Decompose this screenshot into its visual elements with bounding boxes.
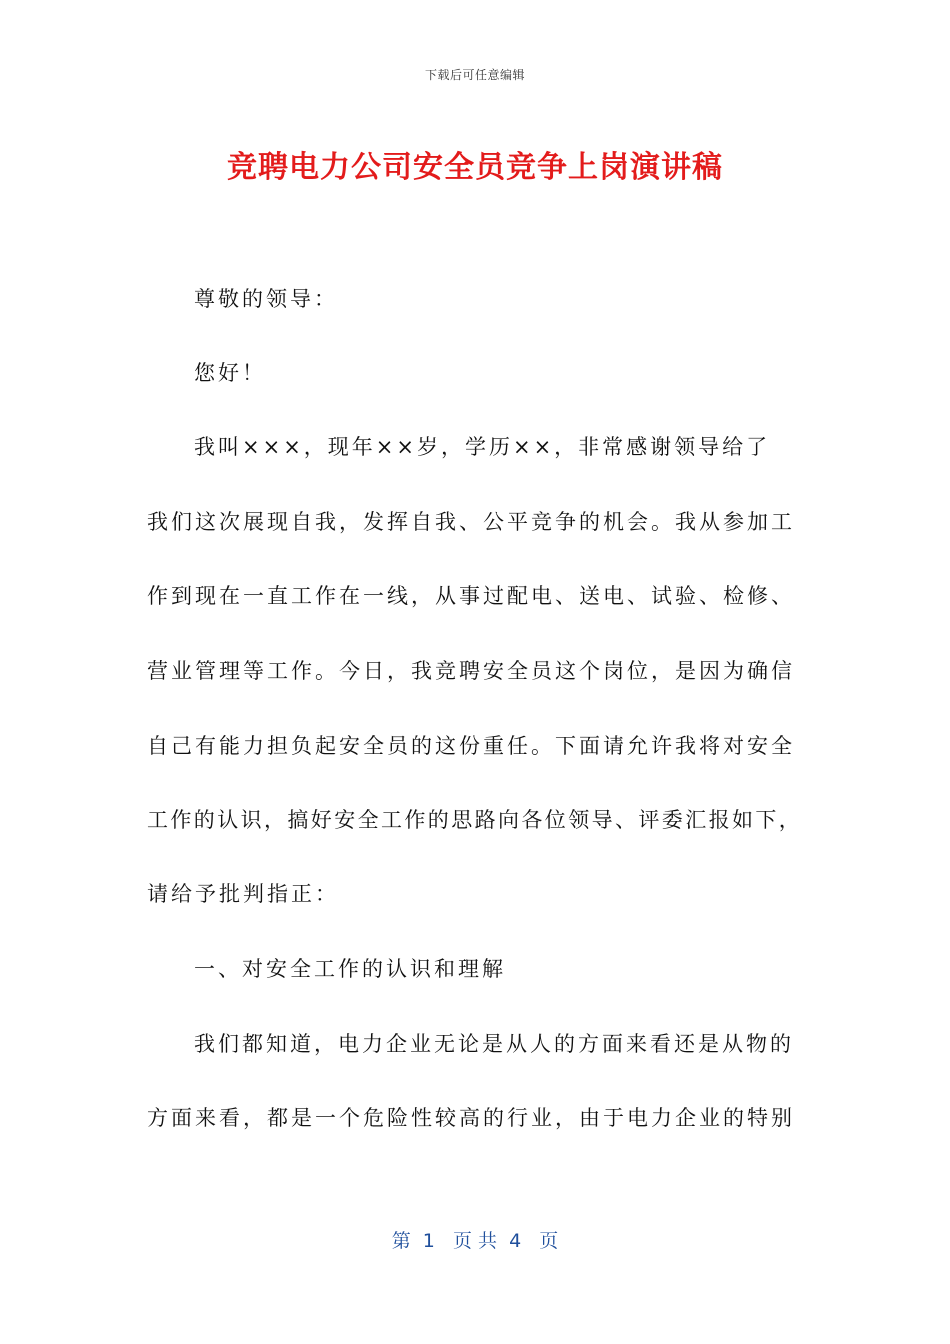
greeting: 您好！	[194, 361, 266, 385]
body-line: 我们这次展现自我，发挥自我、公平竞争的机会。我从参加工	[147, 510, 795, 534]
body-line: 工作的认识，搞好安全工作的思路向各位领导、评委汇报如下，	[147, 808, 803, 832]
page-number: 第 1 页 共 4 页	[391, 1230, 559, 1252]
body-line: 我们都知道，电力企业无论是从人的方面来看还是从物的	[194, 1032, 794, 1056]
header-note: 下载后可任意编辑	[424, 68, 525, 82]
body-line: 营业管理等工作。今日，我竞聘安全员这个岗位，是因为确信	[147, 659, 795, 683]
body-line: 请给予批判指正：	[147, 882, 339, 906]
body-line: 作到现在一直工作在一线，从事过配电、送电、试验、检修、	[147, 584, 795, 608]
body-line: 方面来看，都是一个危险性较高的行业，由于电力企业的特别	[147, 1106, 795, 1130]
section-heading: 一、对安全工作的认识和理解	[194, 957, 506, 981]
salutation: 尊敬的领导：	[194, 287, 338, 311]
body-line: 我叫×××，现年××岁，学历××，非常感谢领导给了	[194, 435, 771, 459]
body-line: 自己有能力担负起安全员的这份重任。下面请允许我将对安全	[147, 734, 795, 758]
document-title: 竞聘电力公司安全员竞争上岗演讲稿	[227, 150, 723, 185]
